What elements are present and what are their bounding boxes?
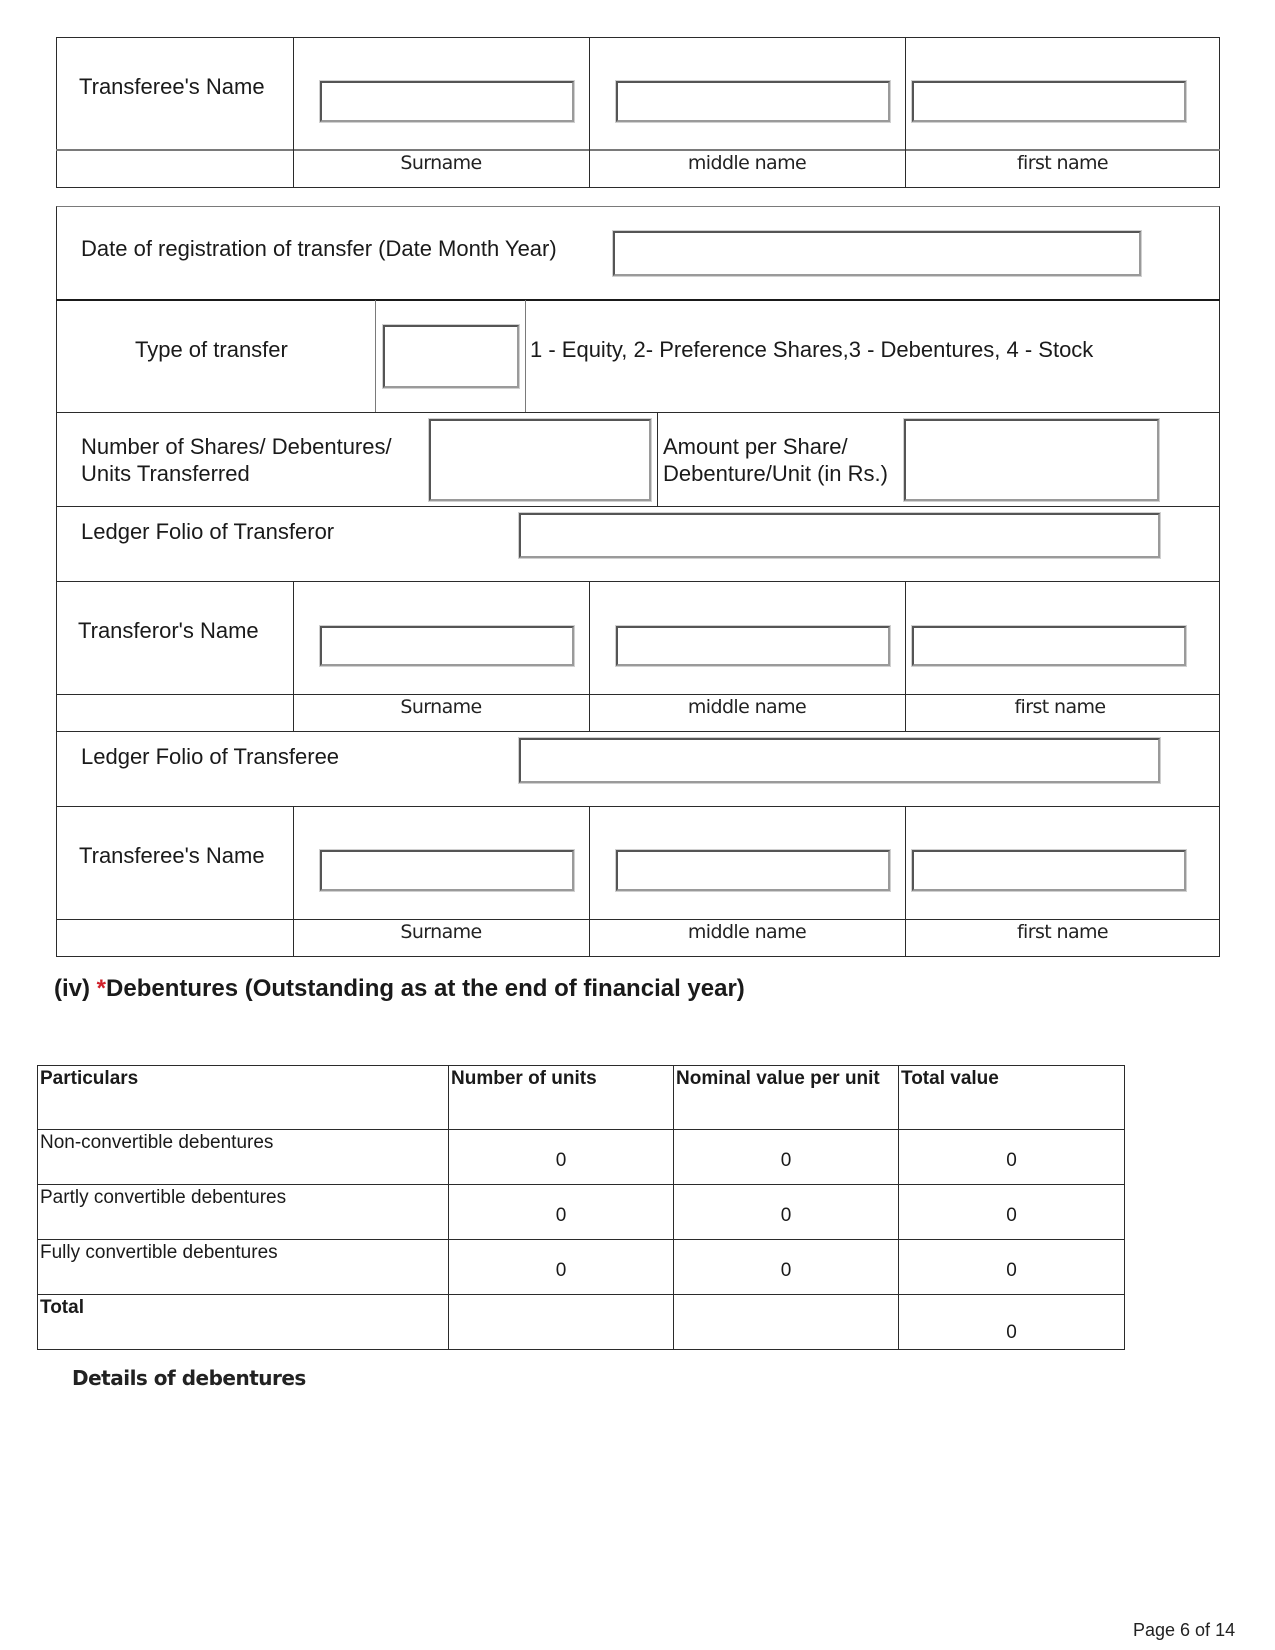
table-row [38,1130,1125,1185]
transferee-surname-input[interactable] [320,850,574,891]
divider [56,731,1220,732]
units-cell [449,1295,674,1350]
required-asterisk: * [96,975,107,1002]
surname-caption: Surname [400,696,482,718]
debentures-table [37,1065,1125,1350]
divider [657,412,658,506]
divider [56,694,1220,695]
divider [375,300,376,412]
ledger-folio-transferee-input[interactable] [519,738,1160,783]
transferee-middle-name-input[interactable] [616,81,890,122]
divider [56,581,1220,582]
table-row [38,1240,1125,1295]
date-of-registration-label: Date of registration of transfer (Date Month Year) [81,236,557,261]
type-of-transfer-legend: 1 - Equity, 2- Preference Shares,3 - Debentures, 4 - Stock [530,337,1094,362]
middle-name-caption: middle name [687,696,807,718]
particulars-cell: Fully convertible debentures [38,1240,449,1295]
number-transferred-label-line1: Number of Shares/ Debentures/ [81,434,392,459]
date-of-registration-input[interactable] [613,231,1141,276]
table-header-row [38,1066,1125,1130]
transferor-surname-input[interactable] [320,626,574,666]
transferee-name-label: Transferee's Name [79,74,265,99]
type-of-transfer-input[interactable] [383,325,519,388]
surname-caption: Surname [400,152,482,174]
section-title: Debentures (Outstanding as at the end of financial year) [106,975,745,1002]
divider [56,149,1220,151]
first-name-caption: first name [1016,921,1109,943]
transferee-middle-name-input[interactable] [616,850,890,891]
grand-total-cell[interactable]: 0 [899,1295,1125,1350]
type-of-transfer-label: Type of transfer [135,337,288,362]
total-cell[interactable]: 0 [899,1130,1125,1185]
ledger-folio-transferor-label: Ledger Folio of Transferor [81,519,335,544]
particulars-cell: Non-convertible debentures [38,1130,449,1185]
nominal-cell [674,1295,899,1350]
nominal-cell[interactable]: 0 [674,1130,899,1185]
header-nominal-value: Nominal value per unit [674,1066,899,1130]
surname-caption: Surname [400,921,482,943]
transferee-surname-input[interactable] [320,81,574,122]
amount-per-unit-label-line2: Debenture/Unit (in Rs.) [663,461,888,486]
particulars-cell: Partly convertible debentures [38,1185,449,1240]
ledger-folio-transferee-label: Ledger Folio of Transferee [81,744,340,769]
ledger-folio-transferor-input[interactable] [519,513,1160,558]
divider [56,412,1220,413]
total-cell[interactable]: 0 [899,1185,1125,1240]
debentures-section-heading [54,975,745,1003]
amount-per-unit-input[interactable] [904,419,1159,501]
transferee-first-name-input[interactable] [912,81,1186,122]
divider [56,506,1220,507]
units-cell[interactable]: 0 [449,1185,674,1240]
first-name-caption: first name [1014,696,1106,718]
header-number-of-units: Number of units [449,1066,674,1130]
middle-name-caption: middle name [687,152,807,174]
transferor-middle-name-input[interactable] [616,626,890,666]
transferee-first-name-input[interactable] [912,850,1186,891]
total-label-cell: Total [38,1295,449,1350]
first-name-caption: first name [1016,152,1109,174]
divider [56,919,1220,920]
transferee-name-label: Transferee's Name [79,843,265,868]
total-cell[interactable]: 0 [899,1240,1125,1295]
page-number: Page 6 of 14 [1133,1620,1236,1640]
table-row [38,1185,1125,1240]
nominal-cell[interactable]: 0 [674,1185,899,1240]
section-number: (iv) [54,975,97,1002]
debentures-table-caption: Details of debentures [72,1366,306,1390]
units-cell[interactable]: 0 [449,1240,674,1295]
middle-name-caption: middle name [687,921,807,943]
number-transferred-label-line2: Units Transferred [81,461,250,486]
nominal-cell[interactable]: 0 [674,1240,899,1295]
divider [56,299,1220,301]
transferor-name-label: Transferor's Name [78,618,259,643]
transferor-first-name-input[interactable] [912,626,1186,666]
divider [525,300,526,412]
divider [56,806,1220,807]
header-particulars: Particulars [38,1066,449,1130]
number-transferred-input[interactable] [429,419,651,501]
amount-per-unit-label-line1: Amount per Share/ [663,434,848,459]
header-total-value: Total value [899,1066,1125,1130]
table-total-row [38,1295,1125,1350]
units-cell[interactable]: 0 [449,1130,674,1185]
